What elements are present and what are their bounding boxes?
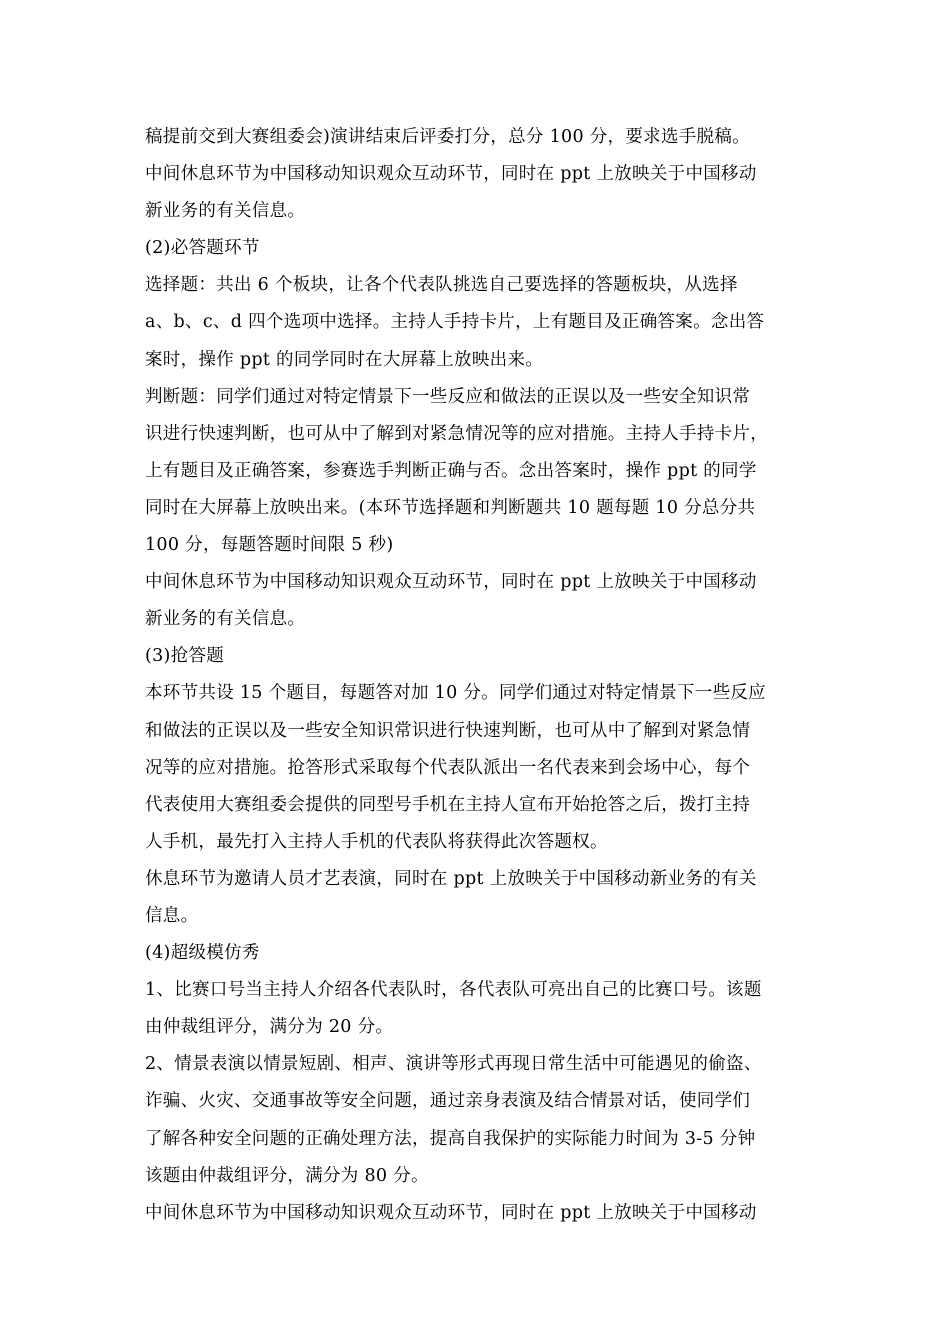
text-line: 中间休息环节为中国移动知识观众互动环节，同时在 ppt 上放映关于中国移动 — [145, 164, 757, 185]
text-line: 了解各种安全问题的正确处理方法，提高自我保护的实际能力时间为 3-5 分钟 — [145, 1128, 756, 1149]
text-line: 中间休息环节为中国移动知识观众互动环节，同时在 ppt 上放映关于中国移动 — [145, 1202, 757, 1223]
text-line: 识进行快速判断，也可从中了解到对紧急情况等的应对措施。主持人手持卡片， — [145, 423, 768, 444]
text-line: 判断题：同学们通过对特定情景下一些反应和做法的正误以及一些安全知识常 — [145, 386, 751, 407]
section-heading: (4)超级模仿秀 — [145, 943, 260, 964]
text-line: 稿提前交到大赛组委会)演讲结束后评委打分，总分 100 分，要求选手脱稿。 — [145, 127, 750, 147]
text-line: 由仲裁组评分，满分为 20 分。 — [145, 1017, 394, 1038]
text-line: 该题由仲裁组评分，满分为 80 分。 — [145, 1165, 429, 1186]
text-line: 同时在大屏幕上放映出来。(本环节选择题和判断题共 10 题每题 10 分总分共 — [145, 497, 756, 518]
text-line: 休息环节为邀请人员才艺表演，同时在 ppt 上放映关于中国移动新业务的有关 — [145, 868, 757, 889]
text-line: 案时，操作 ppt 的同学同时在大屏幕上放映出来。 — [145, 349, 544, 370]
text-line: 和做法的正误以及一些安全知识常识进行快速判断，也可从中了解到对紧急情 — [145, 720, 751, 741]
text-line: 100 分，每题答题时间限 5 秒) — [145, 535, 394, 556]
section-heading: (3)抢答题 — [145, 646, 225, 667]
text-line: 信息。 — [145, 905, 199, 926]
text-line: 况等的应对措施。抢答形式采取每个代表队派出一名代表来到会场中心，每个 — [145, 757, 751, 778]
text-line: a、b、c、d 四个选项中选择。主持人手持卡片，上有题目及正确答案。念出答 — [145, 312, 765, 333]
text-line: 本环节共设 15 个题目，每题答对加 10 分。同学们通过对特定情景下一些反应 — [145, 683, 766, 704]
section-heading: (2)必答题环节 — [145, 238, 260, 259]
text-line: 人手机，最先打入主持人手机的代表队将获得此次答题权。 — [145, 831, 608, 852]
text-line: 诈骗、火灾、交通事故等安全问题，通过亲身表演及结合情景对话，使同学们 — [145, 1091, 751, 1112]
text-line: 上有题目及正确答案，参赛选手判断正确与否。念出答案时，操作 ppt 的同学 — [145, 460, 757, 481]
text-line: 新业务的有关信息。 — [145, 609, 306, 630]
text-line: 1、比赛口号当主持人介绍各代表队时，各代表队可亮出自己的比赛口号。该题 — [145, 980, 762, 1001]
text-line: 新业务的有关信息。 — [145, 201, 306, 222]
text-line: 选择题：共出 6 个板块，让各个代表队挑选自己要选择的答题板块，从选择 — [145, 275, 738, 296]
text-line: 代表使用大赛组委会提供的同型号手机在主持人宣布开始抢答之后，拨打主持 — [145, 794, 751, 815]
text-line: 中间休息环节为中国移动知识观众互动环节，同时在 ppt 上放映关于中国移动 — [145, 572, 757, 593]
text-line: 2、情景表演以情景短剧、相声、演讲等形式再现日常生活中可能遇见的偷盗、 — [145, 1054, 762, 1075]
document-body — [145, 119, 815, 1232]
